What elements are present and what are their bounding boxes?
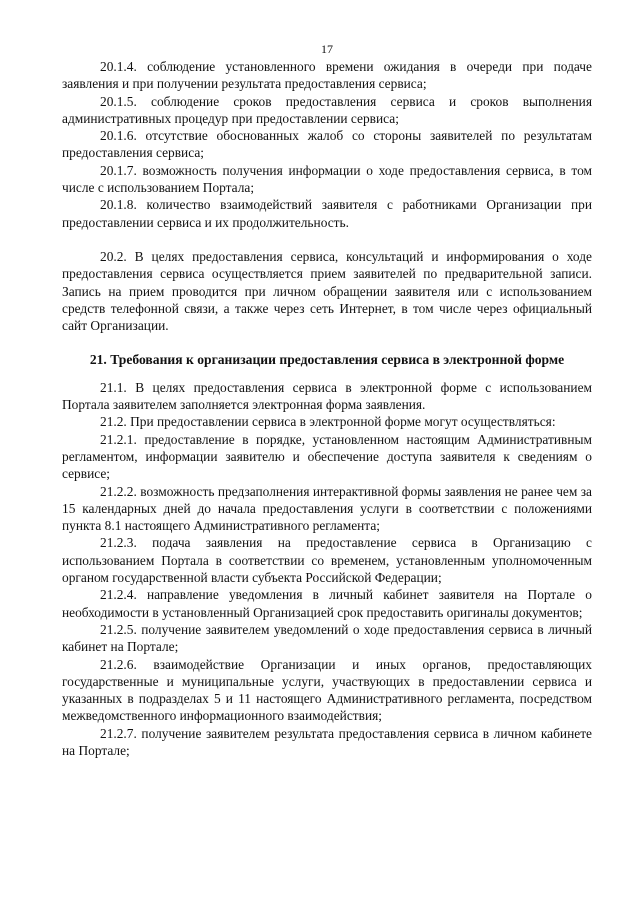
section-21-heading: 21. Требования к организации предоставления сервиса в электронной форме [89,352,565,368]
paragraph-20-1-5: 20.1.5. соблюдение сроков предоставления сервиса и сроков выполнения административных процедур при предоставлении сервиса; [62,93,592,126]
paragraph-20-1-8: 20.1.8. количество взаимодействий заявителя с работниками Организации при предоставлении сервиса и их продолжительность. [62,197,592,230]
paragraph-21-2-4: 21.2.4. направление уведомления в личный кабинет заявителя на Портале о необходимости в установленный Организацией срок предоставить оригиналы документов; [62,587,592,620]
document-page [62,42,592,759]
paragraph-21-2-7: 21.2.7. получение заявителем результата предоставления сервиса в личном кабинете на Портале; [62,725,592,758]
paragraph-20-2: 20.2. В целях предоставления сервиса, консультаций и информирования о ходе предоставления сервиса осуществляется прием заявителей по предварительной записи. Запись на прием проводится при личном обращении заявителя или с использованием средств телефонной связи, а также через сеть Интернет, в том числе через официальный сайт Организации. [62,248,592,334]
paragraph-20-1-6: 20.1.6. отсутствие обоснованных жалоб со стороны заявителей по результатам предоставления сервиса; [62,128,592,161]
paragraph-20-1-4: 20.1.4. соблюдение установленного времени ожидания в очереди при подаче заявления и при получении результата предоставления сервиса; [62,59,592,92]
paragraph-21-1: 21.1. В целях предоставления сервиса в электронной форме с использованием Портала заявителем заполняется электронная форма заявления. [62,379,592,413]
paragraph-gap [62,369,592,379]
paragraph-21-2: 21.2. При предоставлении сервиса в электронной форме могут осуществляться: [100,414,556,430]
paragraph-21-2-2: 21.2.2. возможность предзаполнения интерактивной формы заявления не ранее чем за 15 календарных дней до начала предоставления услуги в соответствии с положениями пункта 8.1 настоящего Административного регламента; [62,483,592,534]
paragraph-21-2-1: 21.2.1. предоставление в порядке, установленном настоящим Административным регламентом, информации заявителю и обеспечение доступа заявителя к сведениям о сервисе; [62,431,592,482]
paragraph-21-2-3: 21.2.3. подача заявления на предоставление сервиса в Организацию с использованием Портала в соответствии со временем, установленным уполномоченным органом государственной власти субъекта Российской Федерации; [62,535,592,586]
page-number: 17 [321,42,333,56]
paragraph-21-2-5: 21.2.5. получение заявителем уведомлений о ходе предоставления сервиса в личный кабинет на Портале; [62,621,592,655]
paragraph-gap [62,334,592,351]
paragraph-20-1-7: 20.1.7. возможность получения информации о ходе предоставления сервиса, в том числе с использованием Портала; [62,162,592,196]
paragraph-gap [62,231,592,248]
paragraph-21-2-6: 21.2.6. взаимодействие Организации и иных органов, предоставляющих государственные и муниципальные услуги, участвующих в предоставлении сервиса и указанных в подразделах 5 и 11 настоящего Административного регламента, посредством межведомственного информационного взаимодействия; [62,656,592,724]
